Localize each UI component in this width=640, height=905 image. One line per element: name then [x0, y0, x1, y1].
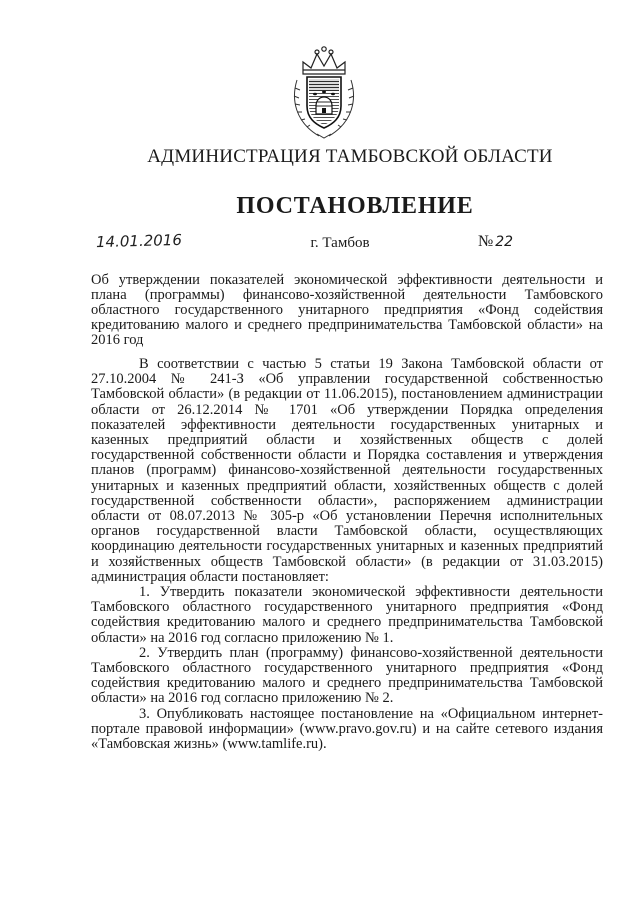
document-type: ПОСТАНОВЛЕНИЕ [236, 193, 474, 219]
document-city: г. Тамбов [310, 235, 370, 251]
document-date: 14.01.2016 [95, 230, 183, 252]
coat-of-arms-icon [289, 44, 359, 140]
list-item: 2. Утвердить план (программу) финансово-хозяйственной деятельности Тамбовского областного государственного унитарного предприятия «Фонд содействия кредитованию малого и среднего предпринимательства Тамбовской области» на 2016 год согласно приложению № 2. [91, 644, 603, 707]
document-number [478, 233, 513, 251]
list-item: 1. Утвердить показатели экономической эффективности деятельности Тамбовского областного государственного унитарного предприятия «Фонд содействия кредитованию малого и среднего предпринимательства Тамбовской области» на 2016 год согласно приложению № 1. [91, 584, 603, 646]
document-title: Об утверждении показателей экономической эффективности деятельности и плана (программы) финансово-хозяйственной деятельности Тамбовского областного государственного унитарного предприятия «Фонд содействия кредитованию малого и среднего предпринимательства Тамбовской области» на 2016 год [91, 272, 603, 348]
list-item: 3. Опубликовать настоящее постановление на «Официальном интернет-портале правовой информации» (www.pravo.gov.ru) и на сайте сетевого издания «Тамбовская жизнь» (www.tamlife.ru). [91, 705, 603, 753]
preamble-paragraph: В соответствии с частью 5 статьи 19 Закона Тамбовской области от 27.10.2004 № 241-З «Об управлении государственной собственностью Тамбовской области» (в редакции от 11.06.2015), постановлением администрации области от 26.12.2014 № 1701 «Об утверждении Порядка определения показателей эффективности деятельности государственных унитарных и казенных предприятий области и хозяйственных обществ с долей государственной собственности области и Порядка составления и утверждения планов (программ) финансово-хозяйственной деятельности государственных унитарных и казенных предприятий области, хозяйственных обществ с долей государственной собственности области», распоряжением администрации области от 08.07.2013 № 305-р «Об установлении Перечня исполнительных органов государственной власти Тамбовской области, осуществляющих координацию деятельности государственных унитарных и казенных предприятий и хозяйственных обществ Тамбовской области» (в редакции от 31.03.2015) администрация области постановляет: [91, 356, 603, 585]
document-body [91, 357, 603, 752]
number-label: № [478, 233, 494, 250]
number-value: 22 [495, 234, 514, 250]
organization-name: АДМИНИСТРАЦИЯ ТАМБОВСКОЙ ОБЛАСТИ [147, 146, 553, 167]
